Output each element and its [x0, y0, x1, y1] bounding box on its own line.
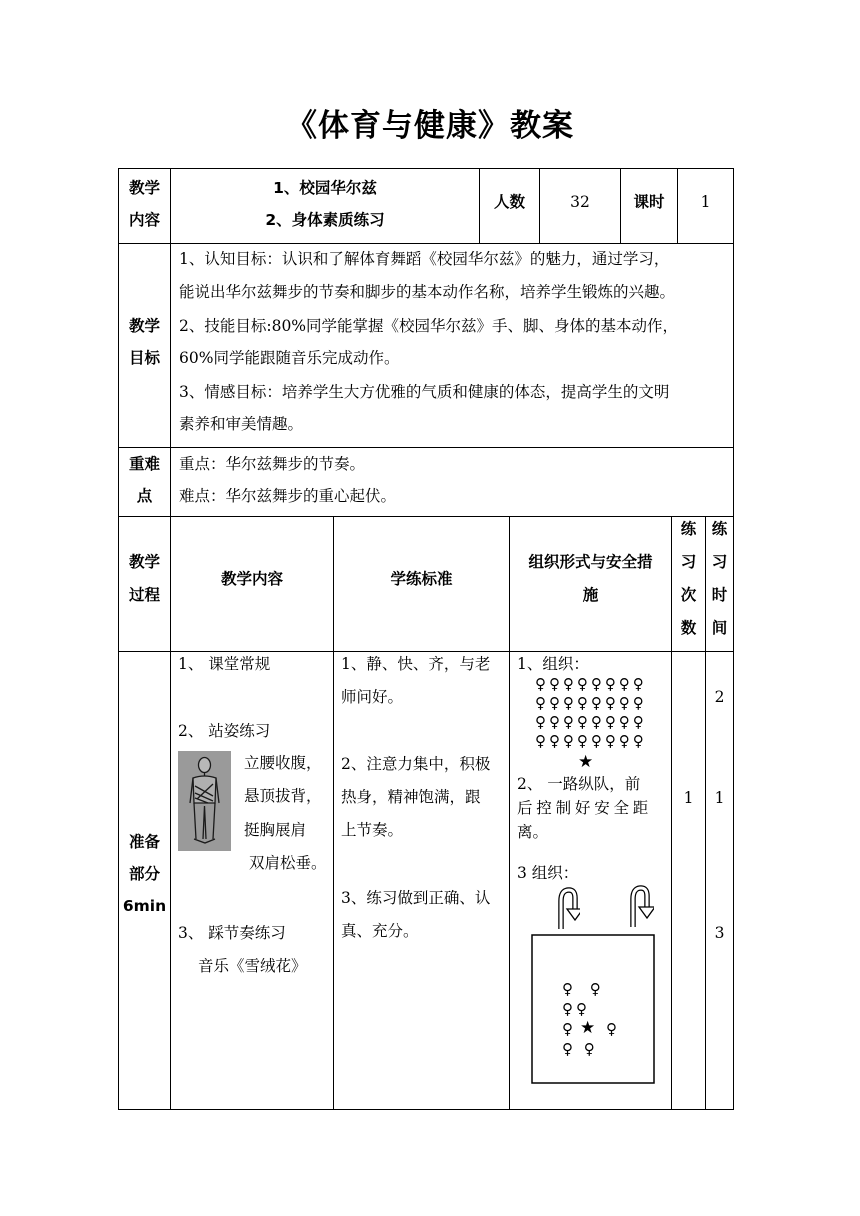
teacher-star-icon: ★ [580, 1018, 599, 1038]
standard-line: 3、练习做到正确、认 [341, 889, 491, 907]
practice-area-box [531, 934, 655, 1084]
page-title: 《体育与健康》教案 [286, 108, 574, 144]
hard-point: 难点：华尔兹舞步的重心起伏。 [179, 487, 397, 505]
objective-line: 1、认知目标：认识和了解体育舞蹈《校园华尔兹》的魅力，通过学习， [179, 250, 670, 268]
col-time-char: 时 [711, 586, 728, 604]
content-label-2: 内容 [128, 211, 160, 229]
teacher-star-icon: ★ [578, 752, 597, 772]
box-formation-row: ♀ ♀ [562, 1040, 598, 1058]
formation-row: ♀♀♀♀♀♀♀♀ [535, 713, 647, 731]
reps-value: 1 [683, 789, 694, 807]
formation-row: ♀♀♀♀♀♀♀♀ [535, 732, 647, 750]
standard-line: 2、注意力集中，积极 [341, 755, 491, 773]
prep-item-1: 1、 课堂常规 [178, 655, 271, 673]
objective-line: 素养和审美情趣。 [179, 415, 304, 433]
box-formation-symbol: ♀ [562, 1020, 576, 1038]
col-reps-char: 数 [680, 619, 697, 637]
col-reps-char: 次 [680, 586, 697, 604]
standard-line: 上节奏。 [341, 821, 404, 839]
col-organization-1: 组织形式与安全措 [528, 553, 653, 571]
objectives-label-2: 目标 [128, 349, 160, 367]
standard-line: 真、充分。 [341, 922, 419, 940]
box-formation-symbol: ♀ [606, 1020, 620, 1038]
posture-tip: 挺胸展肩 [244, 821, 307, 839]
formation-row: ♀♀♀♀♀♀♀♀ [535, 675, 647, 693]
content-line-2: 2、身体素质练习 [265, 211, 385, 229]
prep-item-2: 2、 站姿练习 [178, 722, 271, 740]
organization-2: 离。 [517, 823, 549, 841]
organization-3: 3 组织： [517, 864, 579, 882]
col-content: 教学内容 [220, 570, 283, 588]
content-line-1: 1、校园华尔兹 [273, 179, 377, 197]
col-reps-char: 练 [680, 520, 697, 538]
objective-line: 60%同学能跟随音乐完成动作。 [179, 349, 400, 367]
box-formation-row: ♀ ♀ [562, 980, 607, 998]
col-time-char: 习 [711, 553, 728, 571]
prep-label-3: 6min [122, 897, 167, 915]
process-label-2: 过程 [128, 586, 160, 604]
box-formation-row: ♀♀ [562, 1000, 590, 1018]
difficulty-label-2: 点 [136, 487, 153, 505]
time-value: 2 [714, 688, 725, 706]
standard-line: 热身，精神饱满，跟 [341, 788, 481, 806]
u-turn-arrow-icon [552, 885, 580, 931]
col-organization-2: 施 [582, 586, 599, 604]
period-label: 课时 [633, 193, 665, 211]
u-turn-arrow-icon [624, 883, 654, 929]
count-label: 人数 [493, 193, 525, 211]
posture-tip: 立腰收腹， [244, 754, 322, 772]
prep-label-1: 准备 [128, 833, 160, 851]
col-time-char: 间 [711, 619, 728, 637]
standard-line: 1、静、快、齐，与老 [341, 655, 491, 673]
prep-item-3: 3、 踩节奏练习 [178, 924, 286, 942]
objectives-label-1: 教学 [128, 317, 160, 335]
period-value: 1 [700, 193, 711, 211]
process-label-1: 教学 [128, 553, 160, 571]
difficulty-label-1: 重难 [128, 455, 160, 473]
prep-label-2: 部分 [128, 865, 160, 883]
col-time-char: 练 [711, 520, 728, 538]
key-point: 重点：华尔兹舞步的节奏。 [179, 455, 366, 473]
organization-2: 2、 一路纵队，前 [517, 775, 641, 793]
formation-row: ♀♀♀♀♀♀♀♀ [535, 694, 647, 712]
content-label-1: 教学 [128, 179, 160, 197]
organization-1: 1、组织： [517, 655, 589, 673]
organization-2: 后控制好安全距 [517, 799, 653, 817]
objective-line: 3、情感目标：培养学生大方优雅的气质和健康的体态，提高学生的文明 [179, 383, 670, 401]
time-value: 3 [714, 924, 725, 942]
objective-line: 2、技能目标:80%同学能掌握《校园华尔兹》手、脚、身体的基本动作， [179, 317, 679, 335]
col-reps-char: 习 [680, 553, 697, 571]
count-value: 32 [570, 193, 590, 211]
posture-tip: 双肩松垂。 [249, 854, 327, 872]
standing-posture-figure [178, 751, 231, 851]
objective-line: 能说出华尔兹舞步的节奏和脚步的基本动作名称，培养学生锻炼的兴趣。 [179, 283, 676, 301]
col-standard: 学练标准 [390, 570, 453, 588]
time-value: 1 [714, 789, 725, 807]
prep-music: 音乐《雪绒花》 [198, 957, 307, 975]
standard-line: 师问好。 [341, 688, 404, 706]
posture-tip: 悬顶拔背， [244, 787, 322, 805]
